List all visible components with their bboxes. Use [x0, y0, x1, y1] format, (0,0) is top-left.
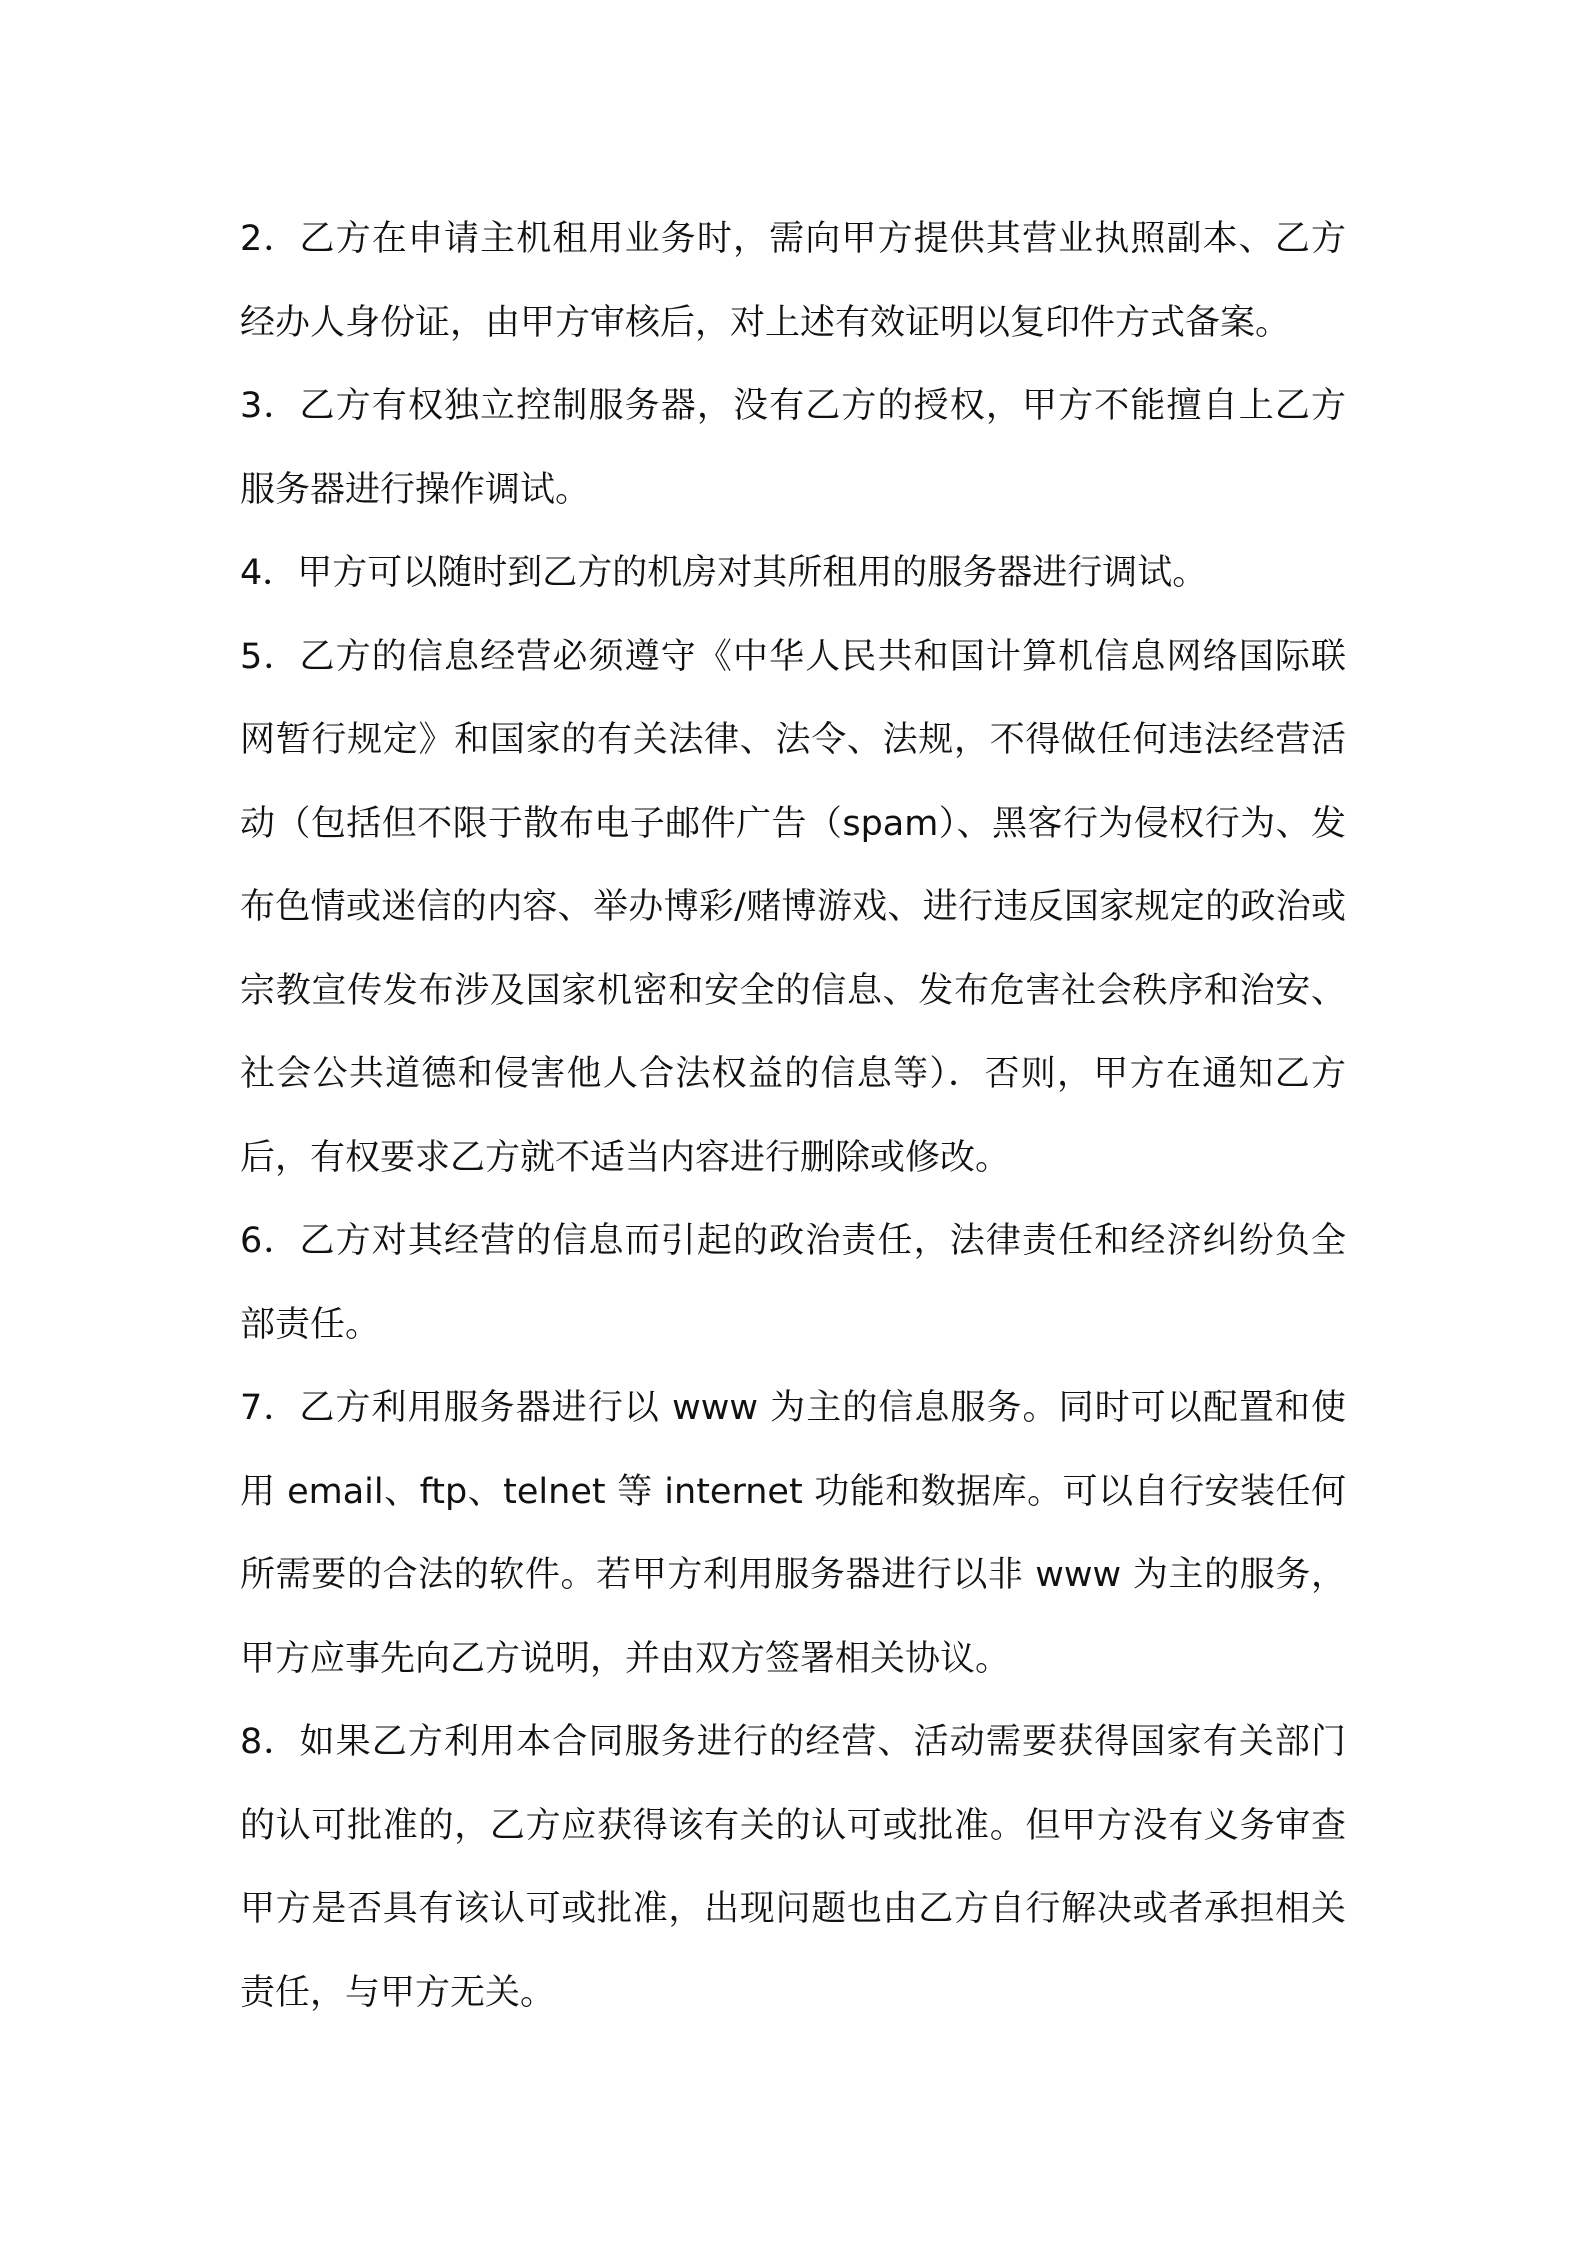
clause-2: 2．乙方在申请主机租用业务时，需向甲方提供其营业执照副本、乙方经办人身份证，由甲方审核后，对上述有效证明以复印件方式备案。 [240, 219, 1346, 343]
clause-7: 7．乙方利用服务器进行以 www 为主的信息服务。同时可以配置和使用 email、ftp、telnet 等 internet 功能和数据库。可以自行安装任何所需要的合法的软件。若甲方利用服务器进行以非 www 为主的服务，甲方应事先向乙方说明，并由双方签署相关协议。 [240, 1388, 1346, 1679]
clause-8: 8．如果乙方利用本合同服务进行的经营、活动需要获得国家有关部门的认可批准的，乙方应获得该有关的认可或批准。但甲方没有义务审查甲方是否具有该认可或批准，出现问题也由乙方自行解决或者承担相关责任，与甲方无关。 [240, 1722, 1346, 2013]
contract-clauses [240, 198, 1346, 2035]
clause-3: 3．乙方有权独立控制服务器，没有乙方的授权，甲方不能擅自上乙方服务器进行操作调试。 [240, 386, 1346, 510]
clause-6: 6．乙方对其经营的信息而引起的政治责任，法律责任和经济纠纷负全部责任。 [240, 1221, 1346, 1345]
clause-5: 5．乙方的信息经营必须遵守《中华人民共和国计算机信息网络国际联网暂行规定》和国家的有关法律、法令、法规，不得做任何违法经营活动（包括但不限于散布电子邮件广告（spam）、黑客行为侵权行为、发布色情或迷信的内容、举办博彩/赌博游戏、进行违反国家规定的政治或宗教宣传发布涉及国家机密和安全的信息、发布危害社会秩序和治安、社会公共道德和侵害他人合法权益的信息等）．否则，甲方在通知乙方后，有权要求乙方就不适当内容进行删除或修改。 [240, 636, 1346, 1178]
clause-4: 4．甲方可以随时到乙方的机房对其所租用的服务器进行调试。 [240, 553, 1208, 593]
